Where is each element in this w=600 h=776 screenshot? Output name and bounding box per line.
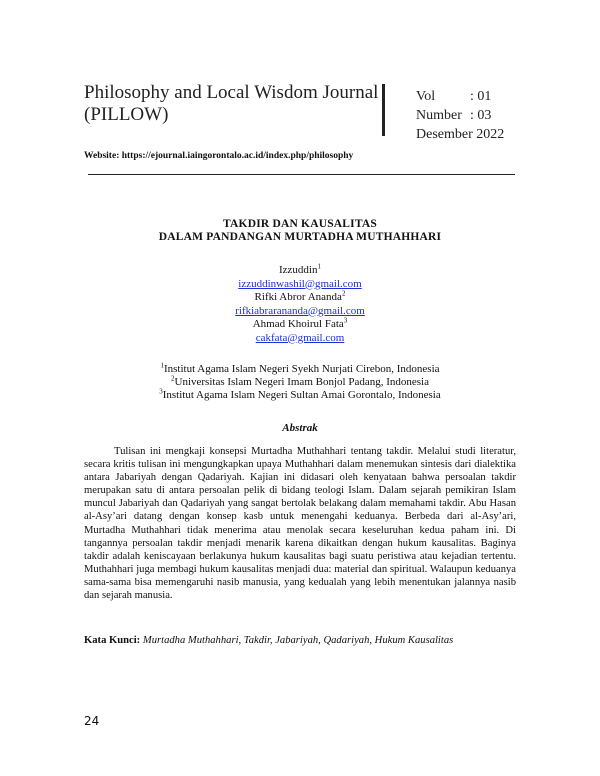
abstract-heading: Abstrak [282,422,318,434]
journal-title-line1: Philosophy and Local Wisdom Journal [84,82,379,103]
affiliation-list [0,363,600,402]
article-title-line2: DALAM PANDANGAN MURTADHA MUTHAHHARI [158,231,442,243]
keywords-label: Kata Kunci: [84,635,141,646]
issue-date: Desember 2022 [416,127,505,142]
affiliation: $^2$Universitas Islam Negeri Imam Bonjol Padang, Indonesia [171,374,429,388]
author-name: Rifki Abror Ananda$^2$ [254,289,346,303]
article-title-line1: TAKDIR DAN KAUSALITAS [223,218,377,230]
article-title [0,218,600,244]
author-name: Ahmad Khoirul Fata$^3$ [252,316,348,330]
abstract-body [84,445,516,602]
keywords [84,635,524,646]
vol-value: : 01 [470,89,492,104]
affiliation: $^1$Institut Agama Islam Negeri Syekh Nurjati Cirebon, Indonesia [160,361,440,375]
website-url[interactable]: Website: https://ejournal.iaingorontalo.ac.id/index.php/philosophy [84,151,354,161]
abstract-text: Tulisan ini mengkaji konsepsi Murtadha Muthahhari tentang takdir. Melalui studi literatur, secara kritis tulisan ini mengungkapkan upaya Muthahhari dalam menemukan sintesis dari dialektika antara Jabariyah dengan Qadariyah. Kajian ini didasari oleh kenyataan bahwa persoalan takdir merupakan satu di antara persoalan pelik di bidang teologi Islam. Dalam sejarah pemikiran Islam muncul Jabariyah dan Qadariyah yang sangat bertolak belakang dalam memahami takdir. Abu Hasan al-Asy’ari datang dengan konsep kasb untuk menengahi keduanya. Berbeda dari al-Asy’ari, Murtadha Muthahhari tidak menerima atau menolak secara keseluruhan kedua paham ini. Di tangannya persoalan takdir menjadi menarik karena dikaitkan dengan hukum kausalitas. Baginya takdir adalah keniscayaan berlakunya hukum kausalitas bagi suatu peristiwa atau kejadian tertentu. Muthahhari juga membagi hukum kausalitas menjadi dua: material dan spiritual. Walaupun keduanya sama-sama bisa memengaruhi nasib manusia, yang kedualah yang lebih menentukan jalannya nasib dan sejarah manusia. [84,446,516,602]
number-value: : 03 [470,108,492,123]
affiliation: $^3$Institut Agama Islam Negeri Sultan Amai Gorontalo, Indonesia [159,387,441,401]
author-email[interactable]: izzuddinwashil@gmail.com [238,277,362,290]
journal-title-line2: (PILLOW) [84,104,169,125]
author-email[interactable]: rifkiabrarananda@gmail.com [235,304,365,317]
author-name: Izzuddin$^1$ [279,262,321,276]
issue-info [416,87,504,144]
author-email[interactable]: cakfata@gmail.com [255,331,345,344]
number-label: Number [416,108,462,123]
header-rule [88,174,515,175]
keywords-value: Murtadha Muthahhari, Takdir, Jabariyah, Qadariyah, Hukum Kausalitas [142,635,454,646]
journal-title [84,82,378,126]
author-list [0,264,600,345]
vol-label: Vol [416,89,436,104]
header-divider [382,84,385,136]
page-number: 24 [84,714,100,728]
